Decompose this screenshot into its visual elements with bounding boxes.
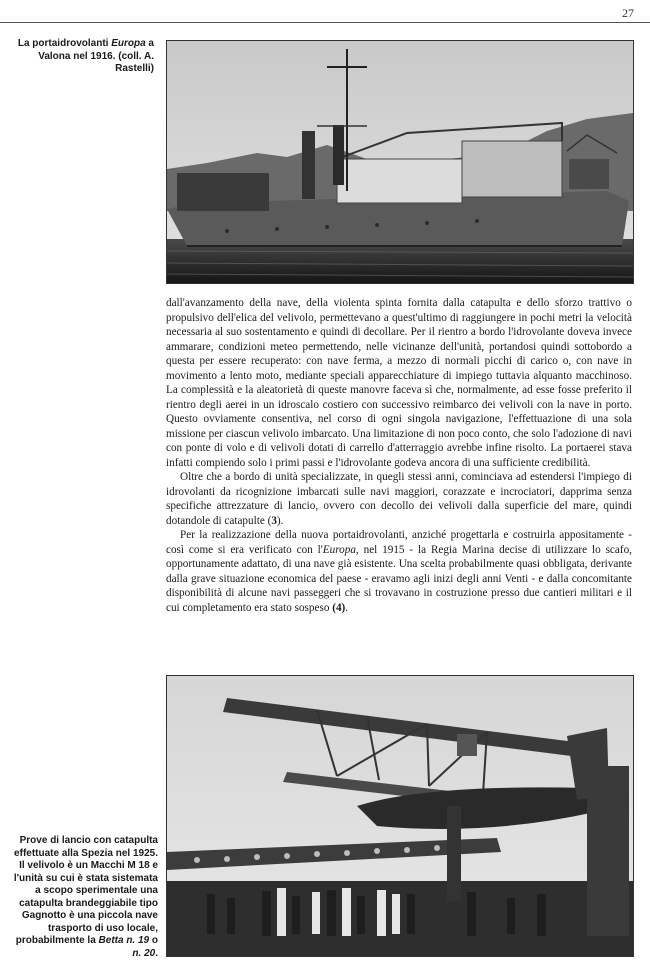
paragraph-3: Per la realizzazione della nuova portaidrovolanti, anziché progettarla e costruirla appositamente - così come si era verificato con l'Europa, nel 1915 - la Regia Marina decise di utilizzare lo scafo, opportunamente adattato, di una nave già esistente. Una scelta probabilmente quasi obbligata, derivante dalla grave situazione economica del paese - eravamo agli inizi degli anni Venti - e dalla concomitante disponibilità di alcune navi passeggeri che si trovavano in costruzione presso due cantieri militari e il cui completamento era stato sospeso (4). xyxy=(166,529,632,614)
paragraph-1: dall'avanzamento della nave, della violenta spinta fornita dalla catapulta e dello sforzo trattivo o propulsivo dell'elica del velivolo, permettevano a quest'ultimo di raggiungere in pochi metri la velocità necessaria al suo sostentamento e quindi di decollare. Per il rientro a bordo l'idrovolante doveva invece ammarare, condizioni meteo permettendo, nelle vicinanze dell'unità, portandosi quindi sottobordo a questa per essere recuperato: con nave ferma, a mezzo di normali picchi di carico o, con nave in movimento a lento moto, mediante speciali apparecchiature di impiego tuttavia alquanto macchinoso. La complessità e la aleatorietà di queste manovre faceva sì che, normalmente, ad esse fosse preferito il rientro degli aerei in un idroscalo costiero con successivo reimbarco dei velivoli con la nave in porto. Questo ovviamente consentiva, nel corso di ogni singola navigazione, l'effettuazione di una sola missione per ciascun velivolo imbarcato. Una limitazione di non poco conto, che solo l'adozione di navi con ponte di volo e di velivoli dotati di carrello d'atterraggio avrebbe infine risolto. La portaerei stava infatti compiendo solo i primi passi e l'idrovolante godeva ancora di una sufficiente credibilità. xyxy=(166,297,632,469)
seaplane-catapult-photo-icon xyxy=(166,675,634,957)
article-body xyxy=(166,296,632,615)
paragraph-2: Oltre che a bordo di unità specializzate, in quegli stessi anni, cominciava ad estendersi l'impiego di idrovolanti da ricognizione imbarcati sulle navi maggiori, corazzate e incrociatori, dapprima senza specifiche attrezzature di lancio, ovvero con decollo dei velivoli dalla superficie del mare, quindi dotandole di catapulte (3). xyxy=(166,471,632,527)
top-figure-caption: La portaidrovolanti Europa a Valona nel 1916. (coll. A. Rastelli) xyxy=(17,38,154,74)
ship-photo-icon xyxy=(166,40,634,284)
header-rule xyxy=(0,22,650,23)
bottom-figure-caption: Prove di lancio con catapulta effettuate alla Spezia nel 1925. Il velivolo è un Macchi M 18 e l'unità su cui è stata sistemata a scopo sperimentale una catapulta brandeggiabile tipo Gagnotto è una piccola nave trasporto di uso locale, probabilmente la Betta n. 19 o n. 20. xyxy=(13,835,158,959)
page-number: 27 xyxy=(622,6,634,20)
